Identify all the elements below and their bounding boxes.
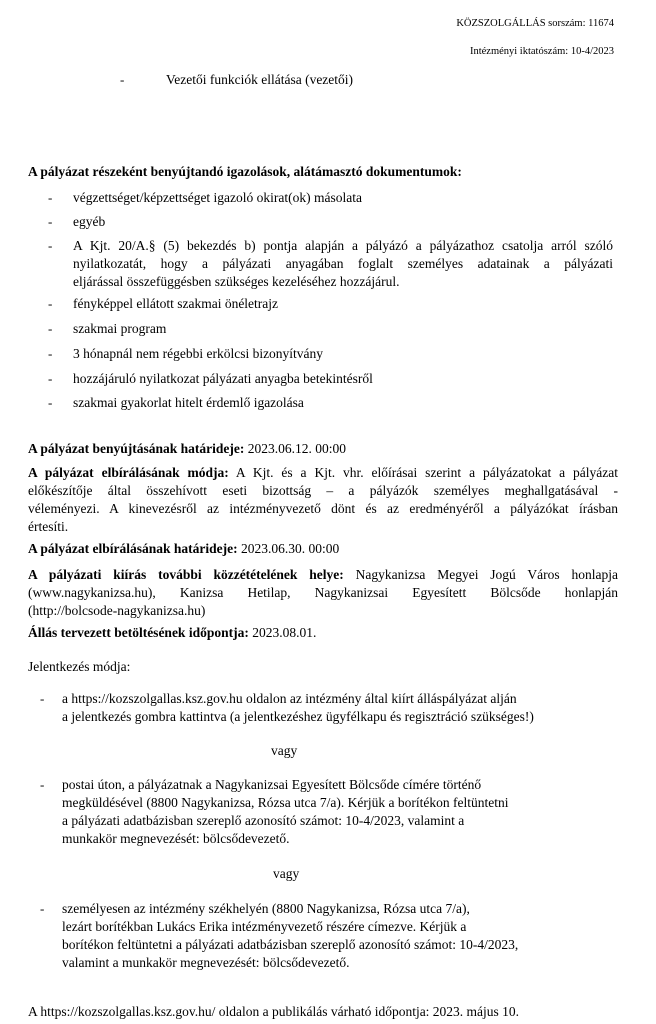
bullet-dash: - xyxy=(48,214,53,229)
bullet-dash: - xyxy=(40,691,45,706)
evaluation-method-line: A pályázat elbírálásának módja: A Kjt. és a Kjt. vhr. előírásai szerint a pályázatokat a pályázat xyxy=(28,465,618,480)
or-separator: vagy xyxy=(271,743,298,758)
consent-line: A Kjt. 20/A.§ (5) bekezdés b) pontja alapján a pályázó a pályázathoz csatolja arról szóló xyxy=(73,238,613,253)
evaluation-method-line: előkészítője által összehívott eseti bizottság – a pályázók személyes meghallgatásával - xyxy=(28,483,618,498)
consent-line: eljárással összefüggésben szükséges kezeléséhez hozzájárul. xyxy=(73,274,400,289)
bullet-dash: - xyxy=(48,238,53,253)
submission-deadline xyxy=(28,440,346,458)
personal-line: személyesen az intézmény székhelyén (8800 Nagykanizsa, Rózsa utca 7/a), xyxy=(62,901,470,916)
postal-line: munkakör megnevezését: bölcsődevezető. xyxy=(62,831,290,846)
application-online xyxy=(62,690,534,726)
bullet-dash: - xyxy=(48,190,53,205)
planned-start xyxy=(28,624,316,642)
evaluation-method-line: értesíti. xyxy=(28,519,69,534)
planned-start-value: 2023.08.01. xyxy=(248,625,317,640)
list-item-consent xyxy=(73,237,613,291)
list-item: szakmai gyakorlat hitelt érdemlő igazolása xyxy=(73,395,304,410)
application-method-title: Jelentkezés módja: xyxy=(28,659,131,674)
bullet-dash: - xyxy=(120,72,125,87)
evaluation-method-line: véleményezi. A kinevezésről az intézményvezető dönt és az eredményéről a pályázókat írásban xyxy=(28,501,618,516)
postal-line: megküldésével (8800 Nagykanizsa, Rózsa utca 7/a). Kérjük a borítékon feltüntetni xyxy=(62,795,509,810)
or-separator: vagy xyxy=(273,866,300,881)
planned-start-label: Állás tervezett betöltésének időpontja: xyxy=(28,625,249,640)
evaluation-deadline-value: 2023.06.30. 00:00 xyxy=(237,541,340,556)
list-item: szakmai program xyxy=(73,321,167,336)
bullet-dash: - xyxy=(48,296,53,311)
publication-date-note: A https://kozszolgallas.ksz.gov.hu/ oldalon a publikálás várható időpontja: 2023. május 10. xyxy=(28,1004,520,1019)
application-postal xyxy=(62,776,508,848)
top-bullet-text: Vezetői funkciók ellátása (vezetői) xyxy=(166,72,354,87)
publication-label: A pályázati kiírás további közzétételének helye: xyxy=(28,567,344,582)
bullet-dash: - xyxy=(48,346,53,361)
publication-line: (www.nagykanizsa.hu), Kanizsa Hetilap, Nagykanizsai Egyesített Bölcsőde honlapján xyxy=(28,585,618,600)
postal-line: postai úton, a pályázatnak a Nagykanizsai Egyesített Bölcsőde címére történő xyxy=(62,777,482,792)
list-item: hozzájáruló nyilatkozat pályázati anyagba betekintésről xyxy=(73,371,373,386)
publication-places xyxy=(28,566,618,620)
publication-line: (http://bolcsode-nagykanizsa.hu) xyxy=(28,603,206,618)
publication-line: A pályázati kiírás további közzétételének helye: Nagykanizsa Megyei Jogú Város honlapja xyxy=(28,567,619,582)
bullet-dash: - xyxy=(48,321,53,336)
bullet-dash: - xyxy=(40,777,45,792)
submission-deadline-value: 2023.06.12. 00:00 xyxy=(244,441,347,456)
personal-line: lezárt borítékban Lukács Erika intézményvezető részére címezve. Kérjük a xyxy=(62,919,467,934)
announcement-number: KÖZSZOLGÁLLÁS sorszám: 11674 xyxy=(456,18,614,29)
application-personal xyxy=(62,900,518,972)
evaluation-deadline xyxy=(28,540,339,558)
online-line: a jelentkezés gombra kattintva (a jelentkezéshez ügyfélkapu és regisztráció szükséges!) xyxy=(62,709,534,724)
list-item: végzettséget/képzettséget igazoló okirat(ok) másolata xyxy=(73,190,363,205)
evaluation-method-label: A pályázat elbírálásának módja: xyxy=(28,465,229,480)
evaluation-method xyxy=(28,464,618,536)
list-item: egyéb xyxy=(73,214,106,229)
list-item: 3 hónapnál nem régebbi erkölcsi bizonyítvány xyxy=(73,346,324,361)
postal-line: a pályázati adatbázisban szereplő azonosító számot: 10-4/2023, valamint a xyxy=(62,813,465,828)
bullet-dash: - xyxy=(48,395,53,410)
list-item: fényképpel ellátott szakmai önéletrajz xyxy=(73,296,279,311)
consent-line: nyilatkozatát, hogy a pályázati anyagában foglalt személyes adatainak a pályázati xyxy=(73,256,613,271)
personal-line: borítékon feltüntetni a pályázati adatbázisban szereplő azonosító számot: 10-4/2023, xyxy=(62,937,519,952)
bullet-dash: - xyxy=(40,901,45,916)
bullet-dash: - xyxy=(48,371,53,386)
online-line: a https://kozszolgallas.ksz.gov.hu oldalon az intézmény által kiírt álláspályázat alján xyxy=(62,691,517,706)
personal-line: valamint a munkakör megnevezését: bölcsődevezető. xyxy=(62,955,350,970)
documents-heading: A pályázat részeként benyújtandó igazolások, alátámasztó dokumentumok: xyxy=(28,164,462,179)
submission-deadline-label: A pályázat benyújtásának határideje: xyxy=(28,441,245,456)
evaluation-deadline-label: A pályázat elbírálásának határideje: xyxy=(28,541,238,556)
institution-reference-number: Intézményi iktatószám: 10-4/2023 xyxy=(469,46,614,57)
